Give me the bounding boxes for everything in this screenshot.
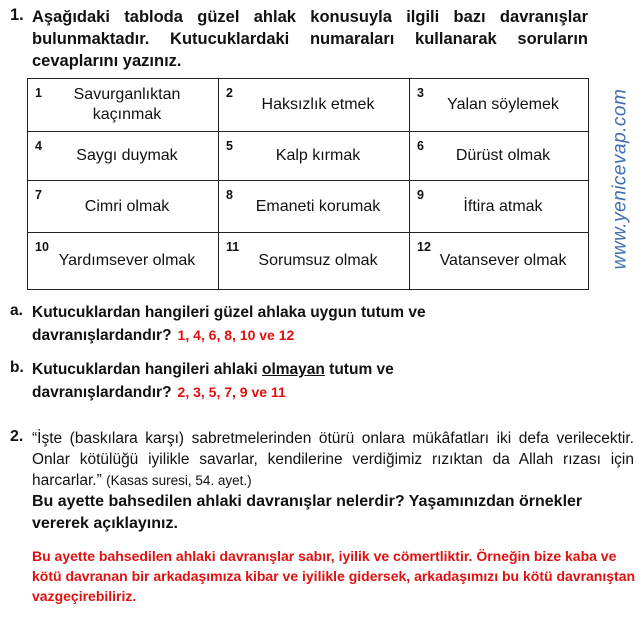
question-2-prompt: Bu ayette bahsedilen ahlaki davranışlar nelerdir? Yaşamınızdan örnekler vererek açıklayınız. <box>32 493 583 532</box>
cell-number: 2 <box>226 86 233 100</box>
question-b-line1-pre: Kutucuklardan hangileri ahlaki <box>32 361 262 378</box>
table-cell <box>28 132 219 181</box>
table-cell <box>28 181 219 233</box>
table-cell <box>219 132 410 181</box>
cell-number: 11 <box>226 240 240 254</box>
question-a-answer: 1, 4, 6, 8, 10 ve 12 <box>177 327 295 343</box>
cell-text: Yalan söylemek <box>447 96 559 113</box>
question-a-line2: davranışlardandır? <box>32 327 172 344</box>
cell-text: Sorumsuz olmak <box>258 252 378 269</box>
cell-number: 5 <box>226 139 233 153</box>
cell-text: Dürüst olmak <box>455 147 551 164</box>
table-cell <box>410 181 588 233</box>
cell-text: Vatansever olmak <box>439 252 567 269</box>
question-1-number: 1. <box>10 6 24 24</box>
question-a-line1: Kutucuklardan hangileri güzel ahlaka uygun tutum ve <box>32 304 426 321</box>
question-2-answer: Bu ayette bahsedilen ahlaki davranışlar sabır, iyilik ve cömertliktir. Örneğin bize kaba ve kötü davranan bir arkadaşımıza kibar ve iyilikle gidersek, arkadaşımızı bu kötü davranıştan vazgeçirebiliriz. <box>32 548 636 604</box>
question-a-label: a. <box>10 302 23 319</box>
question-b-line2: davranışlardandır? <box>32 384 172 401</box>
cell-text: Yardımsever olmak <box>58 252 196 269</box>
question-b-underlined-word: olmayan <box>261 361 325 378</box>
cell-number: 3 <box>417 86 424 100</box>
cell-number: 10 <box>35 240 49 254</box>
cell-number: 1 <box>35 86 42 100</box>
cell-text: Saygı duymak <box>76 147 178 164</box>
question-2-quote: “İşte (baskılara karşı) sabretmelerinden ötürü onlara mükâfatları iki defa verilecektir. Onlar kötülüğü iyilikle savarlar, kendilerine verdiğimiz rızıktan da Allah rızası için harcarlar.” <box>32 430 634 489</box>
table-cell <box>410 132 588 181</box>
question-1-text: Aşağıdaki tabloda güzel ahlak konusuyla ilgili bazı davranışlar bulunmaktadır. Kutucuklardaki numaraları kullanarak soruların cevaplarını yazınız. <box>32 8 588 70</box>
question-2-quote-block <box>32 428 634 491</box>
table-cell <box>219 181 410 233</box>
cell-text: Kalp kırmak <box>275 147 361 164</box>
question-b <box>32 359 592 404</box>
cell-text: Haksızlık etmek <box>261 96 375 113</box>
question-2-number: 2. <box>10 428 24 445</box>
cell-text: Cimri olmak <box>84 197 170 215</box>
table-cell <box>410 233 588 289</box>
question-b-label: b. <box>10 359 24 376</box>
table-cell <box>219 233 410 289</box>
behaviors-table <box>27 78 589 290</box>
question-b-answer: 2, 3, 5, 7, 9 ve 11 <box>177 384 286 400</box>
cell-number: 8 <box>226 188 233 202</box>
cell-number: 7 <box>35 188 42 202</box>
question-b-line1-post: tutum ve <box>324 361 394 378</box>
watermark-text: www.yenicevap.com <box>609 88 630 270</box>
table-cell <box>410 79 588 132</box>
table-cell <box>28 233 219 289</box>
watermark <box>602 64 638 294</box>
table-cell <box>28 79 219 132</box>
cell-number: 6 <box>417 139 424 153</box>
question-2-reference: (Kasas suresi, 54. ayet.) <box>106 473 252 488</box>
question-a <box>32 302 592 347</box>
table-cell <box>219 79 410 132</box>
cell-number: 4 <box>35 139 42 153</box>
cell-text: İftira atmak <box>463 197 543 215</box>
cell-number: 9 <box>417 188 424 202</box>
cell-text: Emaneti korumak <box>255 197 381 215</box>
cell-number: 12 <box>417 240 431 254</box>
cell-text: Savurganlıktan kaçınmak <box>73 86 181 123</box>
